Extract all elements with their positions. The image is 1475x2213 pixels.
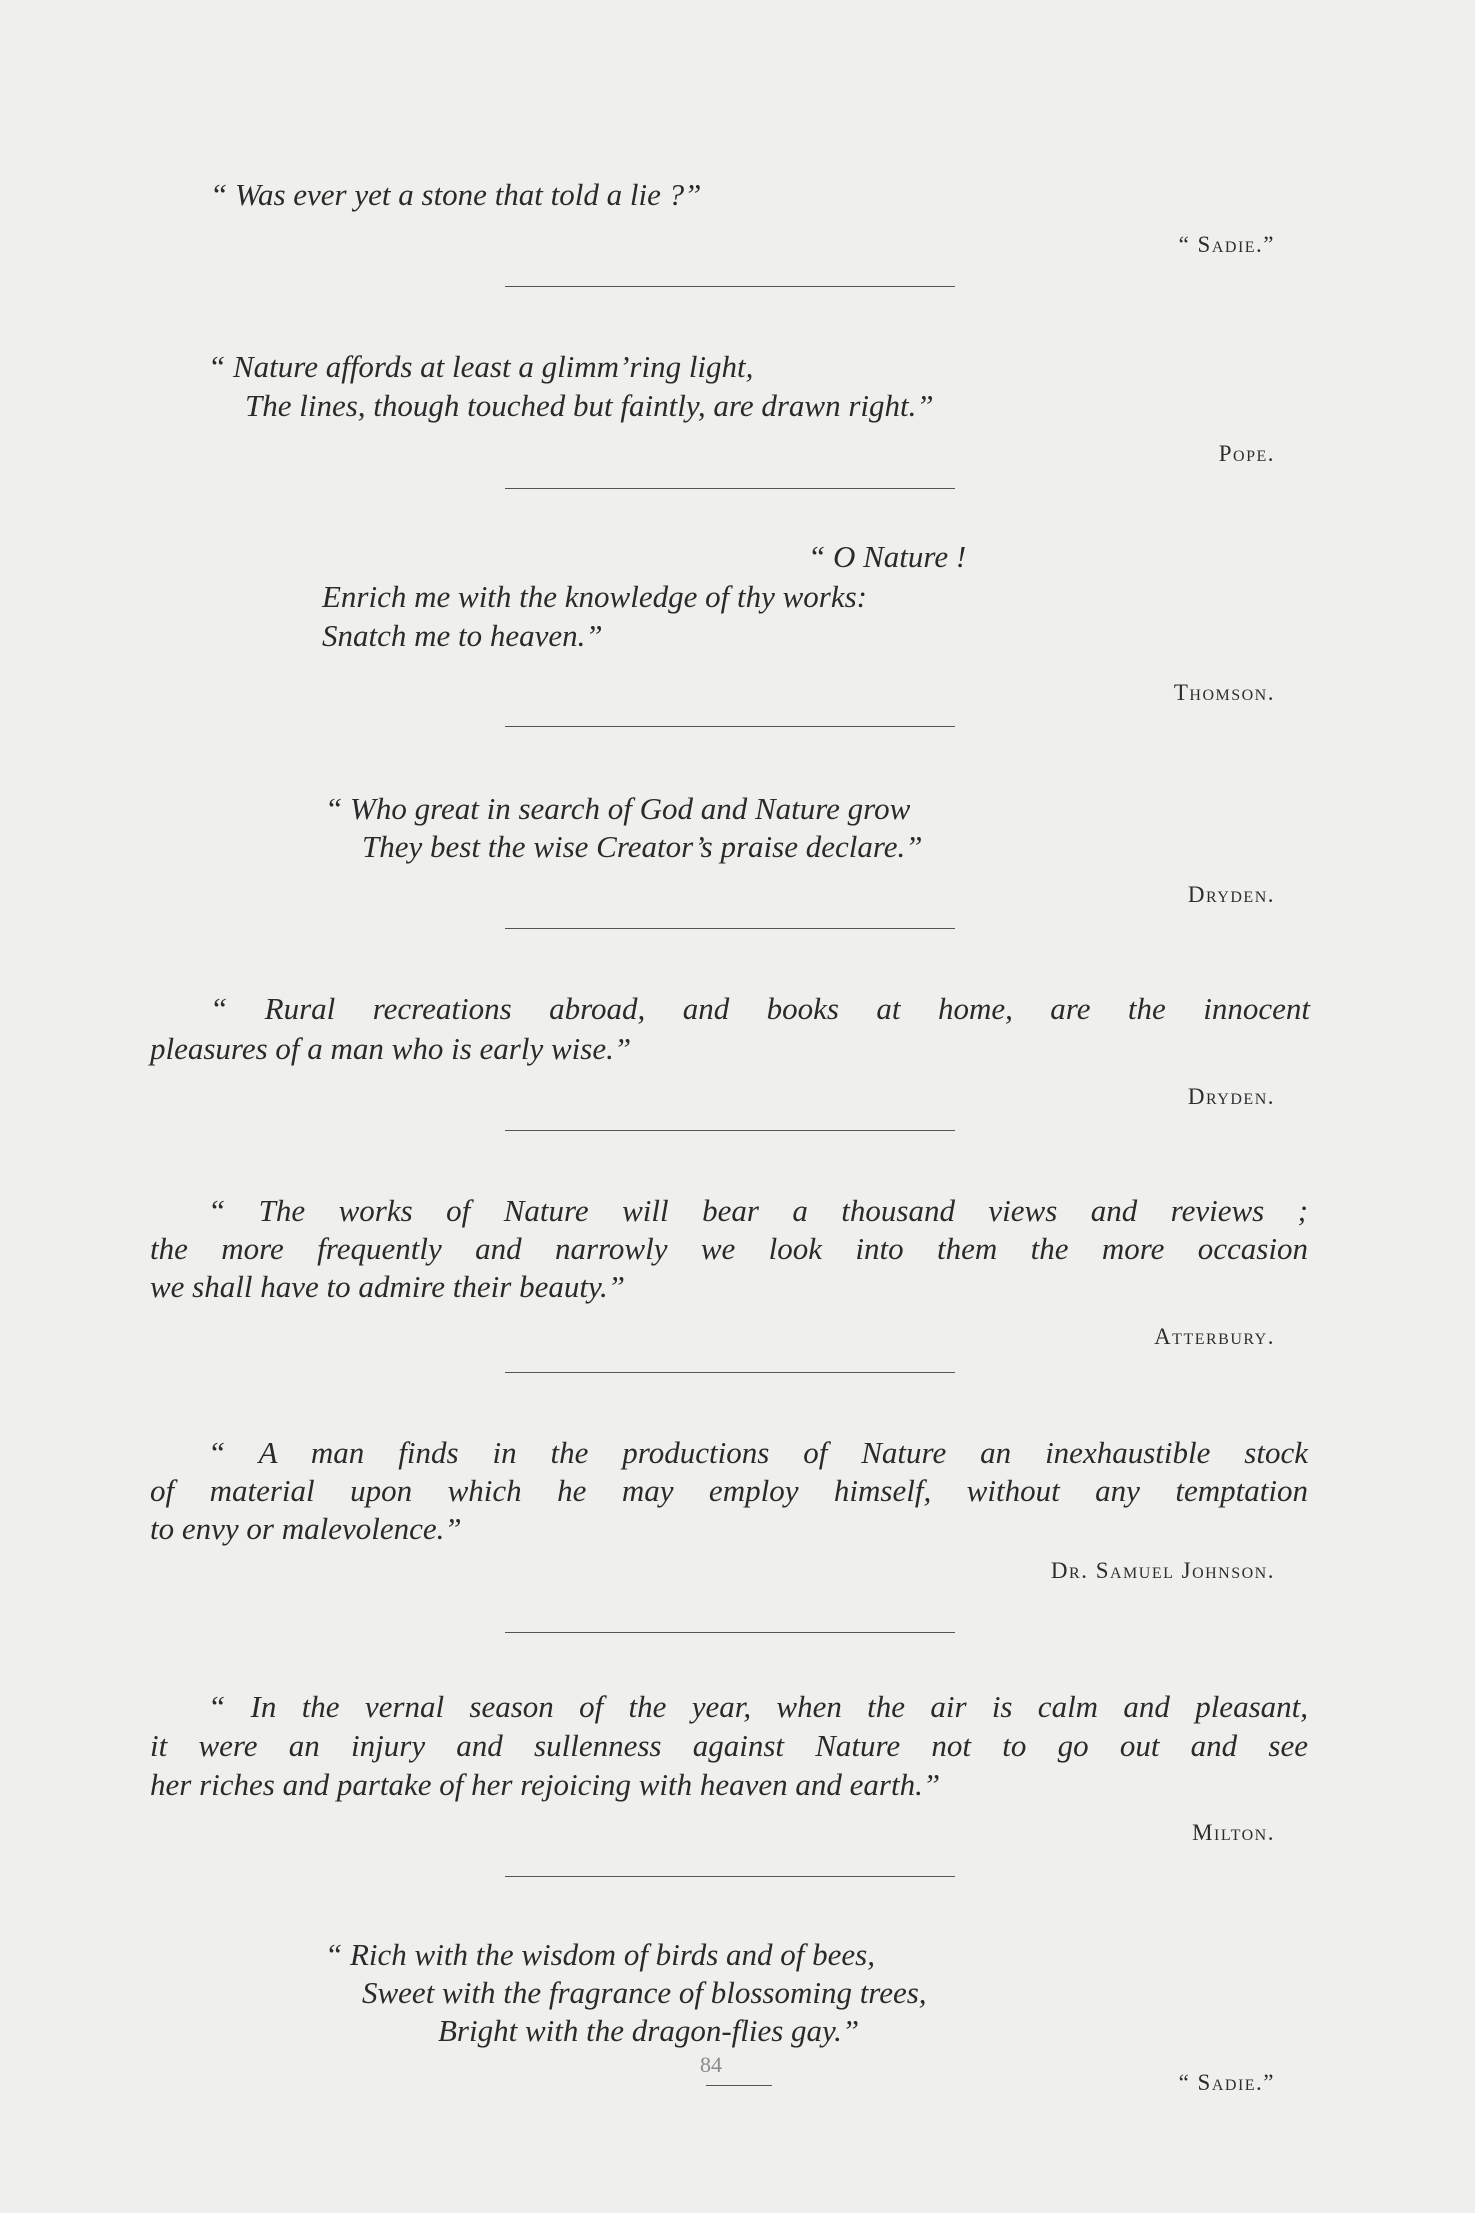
- quote-7-author: Dr. Samuel Johnson.: [1050, 1558, 1275, 1583]
- quote-8-line-2: it were an injury and sullenness against Nature not to go out and see: [150, 1728, 1308, 1763]
- quote-4-line-1: “ Who great in search of God and Nature grow: [325, 791, 911, 826]
- divider-1: [505, 286, 955, 287]
- quote-6-line-1: “ The works of Nature will bear a thousand views and reviews ;: [208, 1193, 1308, 1228]
- quote-3-line-2: Enrich me with the knowledge of thy works:: [322, 579, 867, 614]
- quote-3-line-3: Snatch me to heaven.”: [322, 618, 603, 653]
- quote-9-line-3: Bright with the dragon-flies gay.”: [438, 2013, 860, 2048]
- quote-5-line-2: pleasures of a man who is early wise.”: [150, 1031, 632, 1066]
- quote-8-line-1: “ In the vernal season of the year, when the air is calm and pleasant,: [208, 1689, 1308, 1724]
- quote-6-author: Atterbury.: [1154, 1324, 1275, 1349]
- divider-2: [505, 488, 955, 489]
- quote-4-line-2: They best the wise Creator’s praise declare.”: [362, 829, 923, 864]
- quote-1-author: “ Sadie.”: [1178, 232, 1275, 257]
- quote-9-author: “ Sadie.”: [1178, 2070, 1275, 2095]
- divider-5: [505, 1130, 955, 1131]
- quote-5-line-1: “ Rural recreations abroad, and books at home, are the innocent: [210, 991, 1310, 1026]
- divider-3: [505, 726, 955, 727]
- quote-5-author: Dryden.: [1187, 1084, 1275, 1109]
- quote-8-author: Milton.: [1192, 1820, 1275, 1845]
- quote-9-line-2: Sweet with the fragrance of blossoming trees,: [362, 1975, 927, 2010]
- quote-6-line-3: we shall have to admire their beauty.”: [150, 1269, 625, 1304]
- quote-2-author: Pope.: [1218, 441, 1275, 466]
- divider-7: [505, 1632, 955, 1633]
- quote-7-line-2: of material upon which he may employ himself, without any temptation: [150, 1473, 1308, 1508]
- quote-6-line-2: the more frequently and narrowly we look into them the more occasion: [150, 1231, 1308, 1266]
- divider-9: [706, 2085, 772, 2086]
- quote-2-line-1: “ Nature affords at least a glimm’ring light,: [208, 349, 754, 384]
- quote-3-author: Thomson.: [1173, 680, 1275, 705]
- quote-8-line-3: her riches and partake of her rejoicing with heaven and earth.”: [150, 1767, 941, 1802]
- quote-7-line-3: to envy or malevolence.”: [150, 1511, 462, 1546]
- quote-2-line-2: The lines, though touched but faintly, are drawn right.”: [245, 388, 934, 423]
- quote-4-author: Dryden.: [1187, 882, 1275, 907]
- divider-6: [505, 1372, 955, 1373]
- quote-9-line-1: “ Rich with the wisdom of birds and of bees,: [325, 1937, 875, 1972]
- quote-7-line-1: “ A man finds in the productions of Nature an inexhaustible stock: [208, 1435, 1308, 1470]
- quote-1-line-1: “ Was ever yet a stone that told a lie ?”: [210, 177, 702, 212]
- page-number: 84: [700, 2052, 722, 2077]
- divider-8: [505, 1876, 955, 1877]
- quote-3-line-1: “ O Nature !: [808, 539, 967, 574]
- divider-4: [505, 928, 955, 929]
